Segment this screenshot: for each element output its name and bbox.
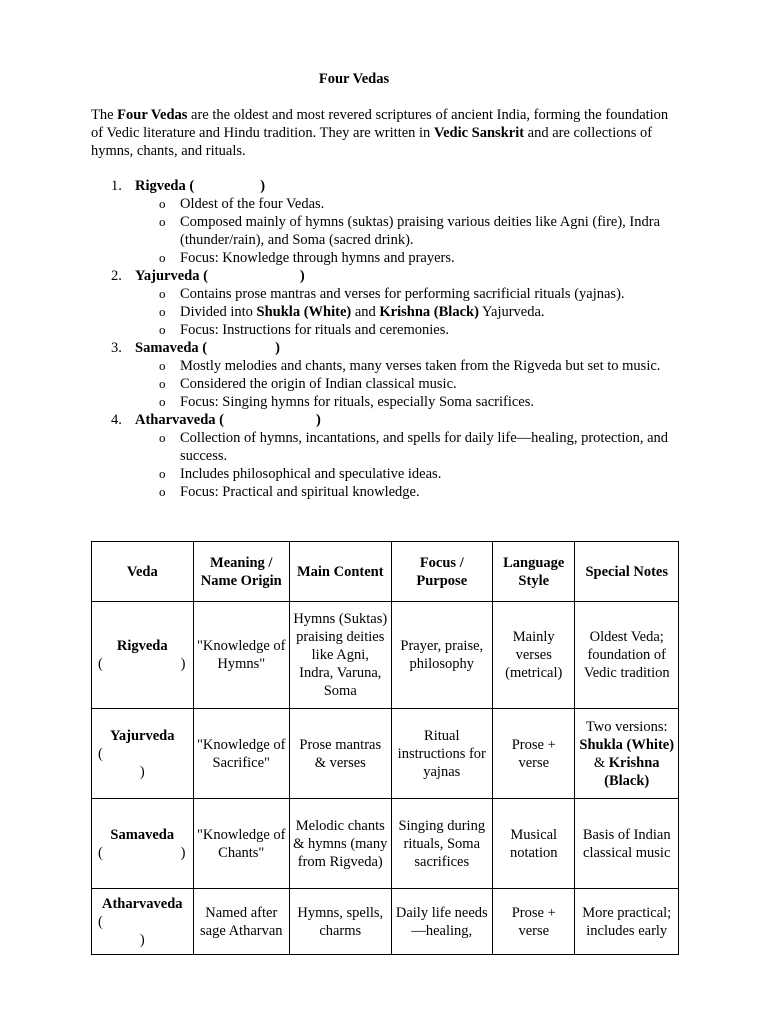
- table-row: [92, 889, 679, 955]
- intro-text-2: are the oldest and most revered scriptures of ancient India, forming the foundation of Vedic literature and Hindu tradition. They are written in: [91, 107, 669, 141]
- table-row: [92, 602, 679, 709]
- cell-meaning: "Knowledge of Chants": [193, 799, 289, 889]
- cell-notes: More practical; includes early: [575, 889, 679, 955]
- list-item-title: Samaveda ( ): [135, 340, 280, 356]
- list-subitem: o Focus: Practical and spiritual knowledge.: [159, 484, 420, 500]
- bullet-icon: o: [159, 196, 166, 211]
- cell-language: Prose + verse: [493, 709, 575, 799]
- list-item-title: Rigveda ( ): [135, 178, 266, 194]
- intro-text-3: and are collections of hymns, chants, and rituals.: [91, 125, 653, 159]
- cell-focus: Prayer, praise, philosophy: [391, 602, 493, 709]
- cell-content: Melodic chants & hymns (many from Rigveda): [290, 799, 392, 889]
- cell-language: Mainly verses (metrical): [493, 602, 575, 709]
- cell-veda: Yajurveda ( ): [92, 709, 194, 799]
- cell-veda: Atharvaveda ( ): [92, 889, 194, 955]
- intro-text-1: The: [91, 107, 118, 123]
- vedas-comparison-table: [91, 541, 679, 955]
- list-subitem: o Considered the origin of Indian classical music.: [159, 376, 457, 392]
- list-subitem: o Contains prose mantras and verses for performing sacrificial rituals (yajnas).: [159, 286, 625, 302]
- header-main-content: Main Content: [290, 542, 392, 602]
- table-row: [92, 709, 679, 799]
- header-focus: Focus / Purpose: [391, 542, 493, 602]
- list-item-atharvaveda: [91, 411, 681, 501]
- veda-name: Rigveda: [116, 638, 168, 654]
- list-item-heading: [91, 411, 681, 429]
- cell-focus: Singing during rituals, Soma sacrifices: [391, 799, 493, 889]
- veda-name: Yajurveda: [110, 727, 175, 744]
- bullet-icon: o: [159, 286, 166, 301]
- cell-focus: Daily life needs—healing,: [391, 889, 493, 955]
- bullet-icon: o: [159, 466, 166, 481]
- bullet-icon: o: [159, 394, 166, 409]
- intro-bold-vedic-sanskrit: Vedic Sanskrit: [433, 125, 525, 141]
- list-subitem: o Focus: Singing hymns for rituals, especially Soma sacrifices.: [159, 394, 534, 410]
- list-subitem: o Composed mainly of hymns (suktas) praising various deities like Agni (fire), Indra (thunder/rain), and Soma (sacred drink).: [159, 214, 661, 248]
- list-number: 1.: [111, 178, 122, 194]
- table-header-row: [92, 542, 679, 602]
- list-subitem: o Divided into Shukla (White) and Krishna (Black) Yajurveda.: [159, 304, 545, 320]
- list-subitem: o Collection of hymns, incantations, and spells for daily life—healing, protection, and success.: [159, 430, 669, 464]
- document-title: Four Vedas: [318, 71, 390, 87]
- list-item-rigveda: [91, 177, 681, 267]
- veda-name: Samaveda: [110, 826, 175, 843]
- bullet-icon: o: [159, 430, 166, 445]
- list-item-heading: [91, 177, 681, 195]
- list-subitem: o Mostly melodies and chants, many verses taken from the Rigveda but set to music.: [159, 358, 661, 374]
- cell-notes: Oldest Veda; foundation of Vedic tradition: [575, 602, 679, 709]
- bullet-icon: o: [159, 376, 166, 391]
- cell-language: Musical notation: [493, 799, 575, 889]
- cell-language: Prose + verse: [493, 889, 575, 955]
- bullet-icon: o: [159, 250, 166, 265]
- bullet-icon: o: [159, 322, 166, 337]
- list-number: 4.: [111, 412, 122, 428]
- cell-veda: Samaveda ( ): [92, 799, 194, 889]
- bullet-icon: o: [159, 214, 166, 229]
- list-subitem: o Focus: Instructions for rituals and ceremonies.: [159, 322, 449, 338]
- bullet-icon: o: [159, 484, 166, 499]
- header-special-notes: Special Notes: [575, 542, 679, 602]
- cell-content: Hymns, spells, charms: [290, 889, 392, 955]
- list-subitem: o Includes philosophical and speculative ideas.: [159, 466, 442, 482]
- cell-notes: Two versions: Shukla (White) & Krishna (Black): [575, 709, 679, 799]
- intro-paragraph: [91, 106, 681, 160]
- cell-meaning: Named after sage Atharvan: [193, 889, 289, 955]
- vedas-list: [91, 177, 681, 501]
- header-meaning: Meaning / Name Origin: [193, 542, 289, 602]
- intro-bold-four-vedas: Four Vedas: [117, 107, 188, 123]
- list-subitem: o Oldest of the four Vedas.: [159, 196, 325, 212]
- list-number: 2.: [111, 268, 122, 284]
- list-subitem: o Focus: Knowledge through hymns and prayers.: [159, 250, 455, 266]
- list-number: 3.: [111, 340, 122, 356]
- list-item-title: Yajurveda ( ): [135, 268, 305, 284]
- list-item-title: Atharvaveda ( ): [135, 412, 321, 428]
- cell-notes: Basis of Indian classical music: [575, 799, 679, 889]
- list-item-heading: [91, 339, 681, 357]
- bullet-icon: o: [159, 358, 166, 373]
- veda-name: Atharvaveda: [101, 895, 183, 912]
- list-item-samaveda: [91, 339, 681, 411]
- cell-meaning: "Knowledge of Sacrifice": [193, 709, 289, 799]
- cell-veda: Rigveda ( ): [92, 602, 194, 709]
- table-row: [92, 799, 679, 889]
- header-language: Language Style: [493, 542, 575, 602]
- cell-content: Prose mantras & verses: [290, 709, 392, 799]
- bullet-icon: o: [159, 304, 166, 319]
- header-veda: Veda: [92, 542, 194, 602]
- cell-content: Hymns (Suktas) praising deities like Agni, Indra, Varuna, Soma: [290, 602, 392, 709]
- cell-focus: Ritual instructions for yajnas: [391, 709, 493, 799]
- list-item-yajurveda: [91, 267, 681, 339]
- list-item-heading: [91, 267, 681, 285]
- cell-meaning: "Knowledge of Hymns": [193, 602, 289, 709]
